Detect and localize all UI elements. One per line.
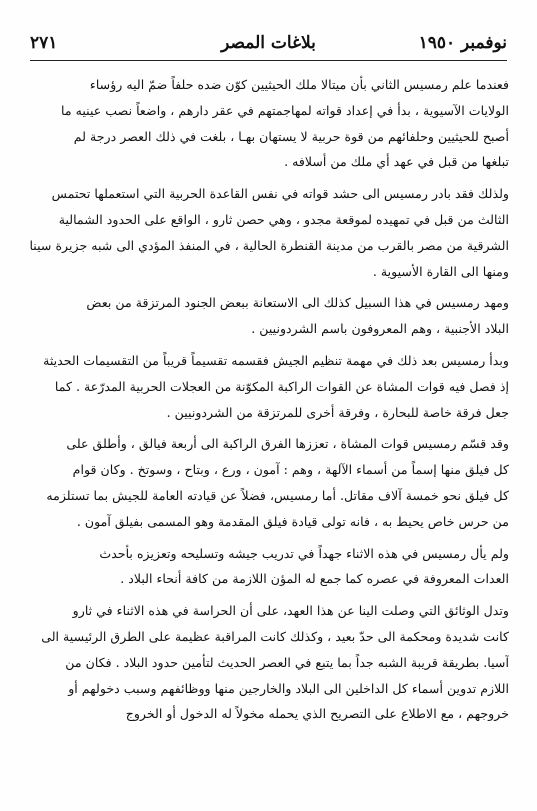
page-body: [28, 72, 509, 803]
text-line: أصبح للحيثيين وحلفائهم من قوة حربية لا يستهان بهـا ، بلغت في ذلك العصر درجة لم: [73, 128, 509, 144]
paragraph-3: [28, 290, 509, 342]
paragraph-1: [28, 72, 509, 175]
text-line: تبلغها من قبل في عهد أي ملك من أسلافه .: [284, 154, 509, 170]
header-rule: [30, 60, 507, 61]
text-line: وبدأ رمسيس بعد ذلك في مهمة تنظيم الجيش فقسمه تقسيماً قريباً من التقسيمات الحديثة: [43, 352, 509, 368]
text-line: ومهد رمسيس في هذا السبيل كذلك الى الاستعانة ببعض الجنود المرتزقة من بعض: [86, 295, 509, 311]
paragraph-5: [28, 431, 509, 534]
text-line: كل فيلق نحو خمسة آلاف مقاتل. أما رمسيس، فضلاً عن قيادته العامة للجيش بما تستلزمه: [46, 487, 509, 503]
text-line: ولذلك فقد بادر رمسيس الى حشد قواته في نفس القاعدة الحربية التي استعملها تحتمس: [51, 186, 509, 202]
text-line: من حرس خاص يحيط به ، فانه تولى قيادة فيلق المقدمة وهو المسمى بفيلق آمون .: [76, 513, 509, 529]
paragraph-2: [28, 181, 509, 284]
text-line: ولم يأل رمسيس في هذه الاثناء جهداً في تدريب جيشه وتسليحه وتعزيزه بأحدث: [99, 545, 509, 561]
text-line: البلاد الأجنبية ، وهم المعروفون باسم الشردونيين .: [251, 321, 509, 337]
text-line: العدات المعروفة في عصره كما جمع له المؤن اللازمة من كافة أنحاء البلاد .: [120, 571, 509, 587]
paragraph-7: [28, 598, 509, 727]
text-line: كل فيلق منها إسماً من أسماء الآلهة ، وهم : آمون ، ورع ، وبتاح ، وسوتخ . وكان قوام: [72, 462, 509, 478]
text-line: اللازم تدوين أسماء كل الداخلين الى البلاد والخارجين منها ووظائفهم وسبب دخولهم أو: [68, 680, 509, 696]
text-line: خروجهم ، مع الاطلاع على التصريح الذي يحمله مخولاً له الدخول أو الخروج: [125, 706, 509, 722]
page-header: [30, 30, 507, 56]
text-line: الثالث من قبل في تمهيده لموقعة مجدو ، وهي حصن ثارو ، الواقع على الحدود الشمالية: [58, 211, 509, 227]
text-line: جعل فرقة خاصة للبحارة ، وفرقة أخرى للمرتزقة من الشردونيين .: [166, 404, 509, 420]
page-number: ٢٧١: [30, 33, 58, 53]
text-line: وقد قسّم رمسيس قوات المشاة ، تعززها الفرق الراكبة الى أربعة فيالق ، وأطلق على: [66, 436, 509, 452]
text-line: وتدل الوثائق التي وصلت الينا عن هذا العهد، على أن الحراسة في هذه الاثناء في ثارو: [72, 603, 509, 619]
text-line: آسيا. بطريقة قريبة الشبه جداً بما يتبع في العصر الحديث لتأمين حدود البلاد . فكان من: [65, 654, 509, 670]
text-line: كانت شديدة ومحكمة الى حدّ بعيد ، وكذلك كانت المراقبة عظيمة على الطرق الرئيسية الى: [41, 628, 509, 644]
text-line: فعندما علم رمسيس الثاني بأن ميتالا ملك الحيثيين كوّن ضده حلفاً ضمّ اليه رؤساء: [89, 77, 509, 92]
text-line: الشرقية من مصر بالقرب من مدينة القنطرة الحالية ، في المنفذ المؤدي الى شبه جزيرة سينا: [29, 237, 509, 253]
text-line: ومنها الى القارة الأسيوية .: [372, 263, 509, 279]
header-title: بلاغات المصر: [221, 33, 316, 53]
paragraph-4: [28, 348, 509, 425]
header-date: نوفمبر ١٩٥٠: [418, 33, 507, 53]
text-line: إذ فصل فيه قوات المشاة عن القوات الراكبة المكوّنة من العجلات الحربية المدرّعة . كما: [54, 378, 509, 394]
paragraph-6: [28, 541, 509, 593]
text-line: الولايات الآسيوية ، بدأ في إعداد قواته لمهاجمتهم في عقر دارهم ، واضعاً نصب عينيه ما: [61, 102, 509, 118]
